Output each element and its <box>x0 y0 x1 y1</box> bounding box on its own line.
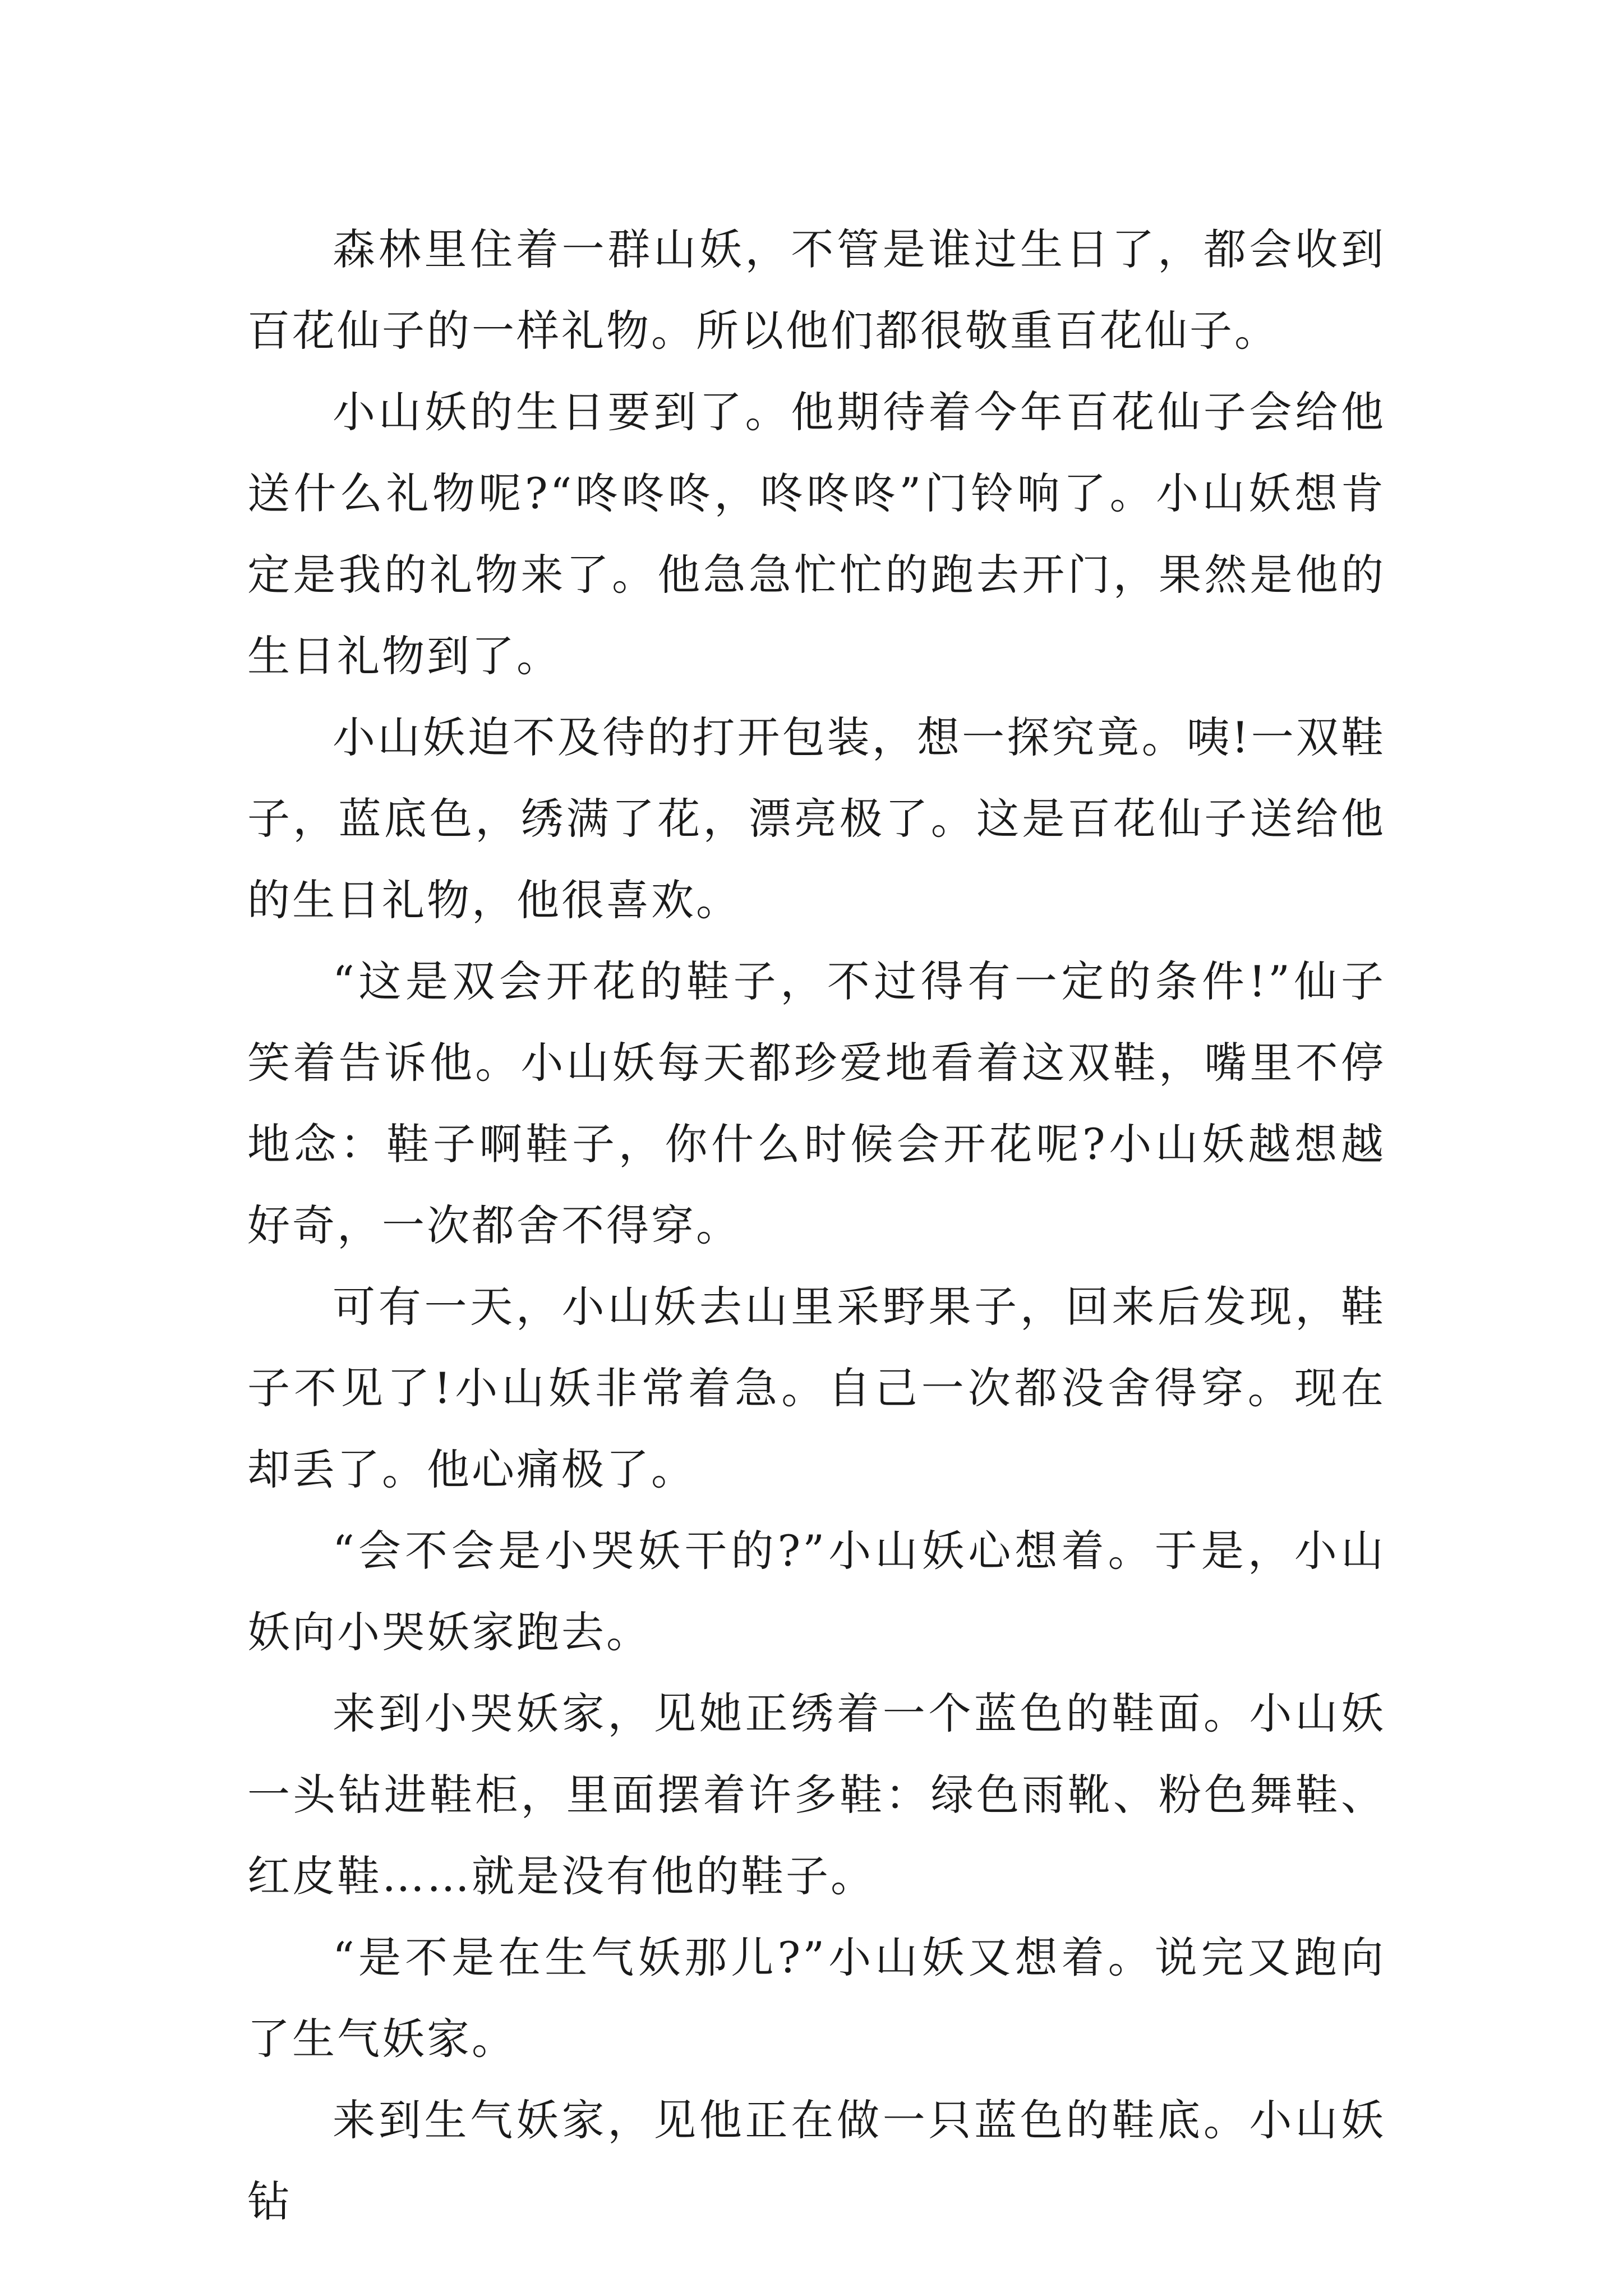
paragraph-6: “会不会是小哭妖干的?”小山妖心想着。于是，小山妖向小哭妖家跑去。 <box>247 1526 1386 1657</box>
paragraph-9: 来到生气妖家，见他正在做一只蓝色的鞋底。小山妖钻 <box>247 2095 1386 2226</box>
paragraph-2: 小山妖的生日要到了。他期待着今年百花仙子会给他送什么礼物呢?“咚咚咚，咚咚咚”门铃响了。小山妖想肯定是我的礼物来了。他急急忙忙的跑去开门，果然是他的生日礼物到了。 <box>247 387 1386 681</box>
paragraph-3: 小山妖迫不及待的打开包装，想一探究竟。咦!一双鞋子，蓝底色，绣满了花，漂亮极了。这是百花仙子送给他的生日礼物，他很喜欢。 <box>247 712 1386 925</box>
story-text <box>247 209 1386 2242</box>
paragraph-7: 来到小哭妖家，见她正绣着一个蓝色的鞋面。小山妖一头钻进鞋柜，里面摆着许多鞋：绿色雨靴、粉色舞鞋、红皮鞋……就是没有他的鞋子。 <box>247 1688 1386 1901</box>
paragraph-5: 可有一天，小山妖去山里采野果子，回来后发现，鞋子不见了!小山妖非常着急。自己一次都没舍得穿。现在却丢了。他心痛极了。 <box>247 1282 1386 1494</box>
paragraph-8: “是不是在生气妖那儿?”小山妖又想着。说完又跑向了生气妖家。 <box>247 1932 1386 2064</box>
paragraph-4: “这是双会开花的鞋子，不过得有一定的条件!”仙子笑着告诉他。小山妖每天都珍爱地看着这双鞋，嘴里不停地念：鞋子啊鞋子，你什么时候会开花呢?小山妖越想越好奇，一次都舍不得穿。 <box>247 956 1386 1250</box>
paragraph-1: 森林里住着一群山妖，不管是谁过生日了，都会收到百花仙子的一样礼物。所以他们都很敬重百花仙子。 <box>247 224 1386 356</box>
